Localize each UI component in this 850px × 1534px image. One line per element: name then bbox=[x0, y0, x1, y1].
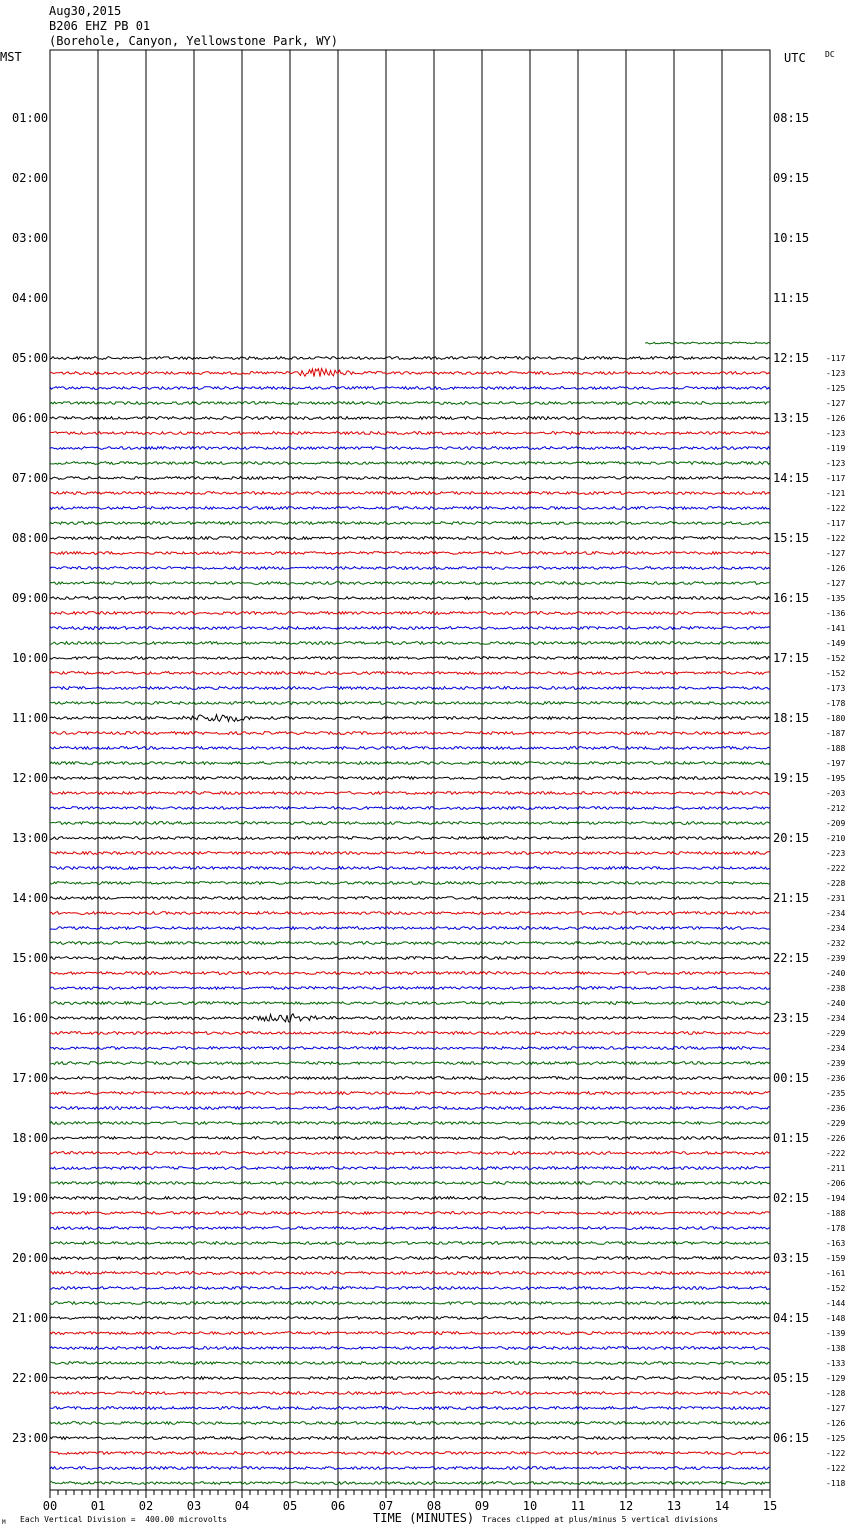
left-hour-label: 22:00 bbox=[12, 1371, 49, 1385]
left-hour-label: 03:00 bbox=[12, 231, 49, 245]
dc-offset-label: -127 bbox=[826, 579, 846, 588]
dc-offset-label: -178 bbox=[826, 699, 846, 708]
dc-offset-label: -239 bbox=[826, 1059, 846, 1068]
right-hour-label: 15:15 bbox=[773, 531, 810, 545]
seismic-trace bbox=[50, 402, 770, 405]
seismic-trace bbox=[50, 882, 770, 885]
left-hour-label: 23:00 bbox=[12, 1431, 49, 1445]
dc-offset-label: -152 bbox=[826, 654, 846, 663]
seismic-trace bbox=[50, 1122, 770, 1125]
dc-offset-label: -240 bbox=[826, 999, 846, 1008]
seismic-trace bbox=[50, 492, 770, 495]
left-hour-label: 05:00 bbox=[12, 351, 49, 365]
seismic-trace bbox=[50, 582, 770, 585]
seismic-trace bbox=[50, 715, 770, 722]
left-hour-label: 14:00 bbox=[12, 891, 49, 905]
seismic-trace bbox=[50, 552, 770, 555]
seismic-trace bbox=[50, 522, 770, 525]
right-hour-label: 04:15 bbox=[773, 1311, 810, 1325]
dc-offset-label: -178 bbox=[826, 1224, 846, 1233]
clip-note: Traces clipped at plus/minus 5 vertical divisions bbox=[482, 1515, 719, 1524]
right-hour-label: 12:15 bbox=[773, 351, 810, 365]
seismic-trace bbox=[50, 702, 770, 705]
dc-offset-label: -127 bbox=[826, 549, 846, 558]
seismic-trace bbox=[50, 1092, 770, 1095]
seismic-trace bbox=[50, 1152, 770, 1155]
corner-mark: M bbox=[2, 1519, 6, 1526]
seismic-trace bbox=[50, 1227, 770, 1230]
dc-offset-label: -188 bbox=[826, 744, 846, 753]
seismic-trace bbox=[50, 807, 770, 810]
x-tick-label: 13 bbox=[666, 1499, 682, 1513]
dc-offset-label: -123 bbox=[826, 369, 846, 378]
left-hour-label: 16:00 bbox=[12, 1011, 49, 1025]
dc-offset-label: -234 bbox=[826, 909, 846, 918]
dc-offset-label: -212 bbox=[826, 804, 846, 813]
dc-offset-label: -223 bbox=[826, 849, 846, 858]
seismic-trace bbox=[50, 597, 770, 600]
dc-offset-label: -234 bbox=[826, 1014, 846, 1023]
dc-offset-label: -122 bbox=[826, 504, 846, 513]
left-hour-label: 08:00 bbox=[12, 531, 49, 545]
dc-offset-label: -129 bbox=[826, 1374, 846, 1383]
dc-offset-label: -228 bbox=[826, 879, 846, 888]
seismic-trace bbox=[50, 747, 770, 750]
dc-offset-label: -125 bbox=[826, 1434, 846, 1443]
right-hour-label: 01:15 bbox=[773, 1131, 810, 1145]
dc-offset-label: -149 bbox=[826, 639, 846, 648]
dc-offset-label: -188 bbox=[826, 1209, 846, 1218]
seismic-trace bbox=[50, 612, 770, 615]
seismic-trace bbox=[50, 687, 770, 690]
dc-offset-label: -127 bbox=[826, 1404, 846, 1413]
x-tick-label: 14 bbox=[714, 1499, 730, 1513]
dc-offset-label: -133 bbox=[826, 1359, 846, 1368]
dc-offset-label: -135 bbox=[826, 594, 846, 603]
right-hour-label: 13:15 bbox=[773, 411, 810, 425]
seismic-trace bbox=[50, 1107, 770, 1110]
seismic-trace bbox=[50, 1137, 770, 1140]
seismic-trace bbox=[50, 1287, 770, 1290]
left-hour-label: 01:00 bbox=[12, 111, 49, 125]
right-hour-label: 11:15 bbox=[773, 291, 810, 305]
right-hour-label: 16:15 bbox=[773, 591, 810, 605]
seismic-trace bbox=[50, 477, 770, 480]
dc-offset-label: -126 bbox=[826, 564, 846, 573]
seismic-trace bbox=[50, 387, 770, 390]
seismic-trace bbox=[50, 762, 770, 765]
seismic-trace bbox=[50, 417, 770, 420]
dc-offset-label: -123 bbox=[826, 459, 846, 468]
dc-offset-label: -210 bbox=[826, 834, 846, 843]
seismic-trace bbox=[50, 1032, 770, 1035]
seismic-trace bbox=[50, 1212, 770, 1215]
dc-offset-label: -236 bbox=[826, 1104, 846, 1113]
seismic-trace bbox=[50, 1167, 770, 1170]
dc-offset-label: -163 bbox=[826, 1239, 846, 1248]
seismic-trace bbox=[50, 1182, 770, 1185]
left-timezone-label: MST bbox=[0, 50, 22, 64]
x-tick-label: 08 bbox=[426, 1499, 442, 1513]
x-tick-label: 04 bbox=[234, 1499, 250, 1513]
dc-offset-label: -194 bbox=[826, 1194, 846, 1203]
scale-note: Each Vertical Division = 400.00 microvolts bbox=[20, 1515, 228, 1524]
dc-offset-label: -232 bbox=[826, 939, 846, 948]
seismic-trace bbox=[50, 432, 770, 435]
seismic-trace bbox=[50, 462, 770, 465]
dc-offset-label: -122 bbox=[826, 534, 846, 543]
seismic-trace bbox=[50, 447, 770, 450]
seismic-trace bbox=[50, 1332, 770, 1335]
dc-offset-label: -234 bbox=[826, 924, 846, 933]
dc-offset-label: -136 bbox=[826, 609, 846, 618]
seismic-trace bbox=[50, 1377, 770, 1380]
dc-offset-label: -161 bbox=[826, 1269, 846, 1278]
x-tick-label: 02 bbox=[138, 1499, 154, 1513]
seismic-trace bbox=[50, 1452, 770, 1455]
seismic-trace bbox=[50, 357, 770, 360]
dc-offset-label: -159 bbox=[826, 1254, 846, 1263]
left-hour-label: 20:00 bbox=[12, 1251, 49, 1265]
dc-offset-label: -138 bbox=[826, 1344, 846, 1353]
left-hour-label: 13:00 bbox=[12, 831, 49, 845]
x-tick-label: 01 bbox=[90, 1499, 106, 1513]
left-hour-label: 18:00 bbox=[12, 1131, 49, 1145]
dc-offset-label: -195 bbox=[826, 774, 846, 783]
dc-offset-label: -125 bbox=[826, 384, 846, 393]
seismic-trace bbox=[50, 732, 770, 735]
dc-offset-label: -122 bbox=[826, 1449, 846, 1458]
seismic-trace bbox=[50, 1077, 770, 1080]
dc-offset-label: -173 bbox=[826, 684, 846, 693]
dc-offset-label: -139 bbox=[826, 1329, 846, 1338]
left-hour-label: 12:00 bbox=[12, 771, 49, 785]
dc-offset-label: -240 bbox=[826, 969, 846, 978]
dc-offset-label: -222 bbox=[826, 1149, 846, 1158]
station-label: B206 EHZ PB 01 bbox=[49, 19, 151, 33]
x-tick-label: 09 bbox=[474, 1499, 490, 1513]
x-tick-label: 06 bbox=[330, 1499, 346, 1513]
dc-offset-label: -123 bbox=[826, 429, 846, 438]
x-tick-label: 03 bbox=[186, 1499, 202, 1513]
right-hour-label: 05:15 bbox=[773, 1371, 810, 1385]
seismic-trace bbox=[50, 1047, 770, 1050]
seismic-trace bbox=[50, 972, 770, 975]
dc-offset-label: -239 bbox=[826, 954, 846, 963]
right-timezone-label: UTC bbox=[784, 51, 806, 65]
left-hour-label: 17:00 bbox=[12, 1071, 49, 1085]
seismic-trace bbox=[50, 942, 770, 945]
dc-offset-label: -119 bbox=[826, 444, 846, 453]
dc-offset-label: -141 bbox=[826, 624, 846, 633]
x-tick-label: 12 bbox=[618, 1499, 634, 1513]
seismic-trace bbox=[50, 1317, 770, 1320]
dc-offset-label: -234 bbox=[826, 1044, 846, 1053]
dc-offset-label: -152 bbox=[826, 1284, 846, 1293]
seismic-trace bbox=[50, 657, 770, 660]
seismic-trace bbox=[50, 1257, 770, 1260]
seismic-trace bbox=[50, 369, 770, 377]
seismic-trace bbox=[50, 777, 770, 780]
x-tick-label: 10 bbox=[522, 1499, 538, 1513]
right-hour-label: 19:15 bbox=[773, 771, 810, 785]
right-hour-label: 21:15 bbox=[773, 891, 810, 905]
dc-offset-label: -117 bbox=[826, 474, 846, 483]
x-tick-label: 15 bbox=[762, 1499, 778, 1513]
dc-offset-label: -126 bbox=[826, 1419, 846, 1428]
dc-offset-label: -187 bbox=[826, 729, 846, 738]
seismic-trace bbox=[50, 1347, 770, 1350]
seismic-trace bbox=[50, 672, 770, 675]
seismic-trace bbox=[50, 822, 770, 825]
dc-offset-label: -229 bbox=[826, 1029, 846, 1038]
right-hour-label: 22:15 bbox=[773, 951, 810, 965]
left-hour-label: 10:00 bbox=[12, 651, 49, 665]
right-hour-label: 08:15 bbox=[773, 111, 810, 125]
right-hour-label: 09:15 bbox=[773, 171, 810, 185]
left-hour-label: 06:00 bbox=[12, 411, 49, 425]
dc-offset-label: -206 bbox=[826, 1179, 846, 1188]
seismic-trace bbox=[50, 1362, 770, 1365]
right-hour-label: 03:15 bbox=[773, 1251, 810, 1265]
dc-offset-label: -238 bbox=[826, 984, 846, 993]
location-label: (Borehole, Canyon, Yellowstone Park, WY) bbox=[49, 34, 338, 48]
left-hour-label: 15:00 bbox=[12, 951, 49, 965]
dc-offset-label: -152 bbox=[826, 669, 846, 678]
dc-offset-label: -231 bbox=[826, 894, 846, 903]
right-hour-label: 06:15 bbox=[773, 1431, 810, 1445]
seismic-trace bbox=[50, 987, 770, 990]
seismic-trace bbox=[50, 1482, 770, 1485]
right-hour-label: 00:15 bbox=[773, 1071, 810, 1085]
right-hour-label: 18:15 bbox=[773, 711, 810, 725]
seismic-trace bbox=[50, 897, 770, 900]
seismic-trace bbox=[50, 1392, 770, 1395]
dc-offset-label: -180 bbox=[826, 714, 846, 723]
dc-offset-label: -229 bbox=[826, 1119, 846, 1128]
left-hour-label: 11:00 bbox=[12, 711, 49, 725]
seismic-trace bbox=[50, 627, 770, 630]
date-label: Aug30,2015 bbox=[49, 4, 122, 18]
left-hour-label: 19:00 bbox=[12, 1191, 49, 1205]
dc-label: DC bbox=[825, 50, 835, 59]
dc-offset-label: -128 bbox=[826, 1389, 846, 1398]
right-hour-label: 23:15 bbox=[773, 1011, 810, 1025]
seismic-trace bbox=[50, 852, 770, 855]
seismic-trace bbox=[50, 1437, 770, 1440]
dc-offset-label: -197 bbox=[826, 759, 846, 768]
seismic-trace-partial bbox=[645, 342, 770, 344]
seismic-trace bbox=[50, 1002, 770, 1005]
right-hour-label: 10:15 bbox=[773, 231, 810, 245]
dc-offset-label: -203 bbox=[826, 789, 846, 798]
seismic-trace bbox=[50, 642, 770, 645]
x-tick-label: 11 bbox=[570, 1499, 586, 1513]
dc-offset-label: -121 bbox=[826, 489, 846, 498]
dc-offset-label: -148 bbox=[826, 1314, 846, 1323]
dc-offset-label: -117 bbox=[826, 354, 846, 363]
seismic-trace bbox=[50, 792, 770, 795]
dc-offset-label: -209 bbox=[826, 819, 846, 828]
seismic-trace bbox=[50, 957, 770, 960]
seismic-trace bbox=[50, 927, 770, 930]
seismic-trace bbox=[50, 867, 770, 870]
x-tick-label: 07 bbox=[378, 1499, 394, 1513]
seismic-trace bbox=[50, 1422, 770, 1425]
dc-offset-label: -144 bbox=[826, 1299, 846, 1308]
seismic-trace bbox=[50, 1062, 770, 1065]
seismic-trace bbox=[50, 507, 770, 510]
dc-offset-label: -222 bbox=[826, 864, 846, 873]
seismic-trace bbox=[50, 837, 770, 840]
left-hour-label: 02:00 bbox=[12, 171, 49, 185]
seismic-trace bbox=[50, 1242, 770, 1245]
x-axis-label: TIME (MINUTES) bbox=[373, 1511, 475, 1525]
right-hour-label: 02:15 bbox=[773, 1191, 810, 1205]
left-hour-label: 07:00 bbox=[12, 471, 49, 485]
dc-offset-label: -236 bbox=[826, 1074, 846, 1083]
right-hour-label: 14:15 bbox=[773, 471, 810, 485]
seismic-trace bbox=[50, 1467, 770, 1470]
left-hour-label: 04:00 bbox=[12, 291, 49, 305]
dc-offset-label: -118 bbox=[826, 1479, 846, 1488]
x-tick-label: 00 bbox=[42, 1499, 58, 1513]
dc-offset-label: -122 bbox=[826, 1464, 846, 1473]
left-hour-label: 21:00 bbox=[12, 1311, 49, 1325]
seismic-trace bbox=[50, 1197, 770, 1200]
dc-offset-label: -211 bbox=[826, 1164, 846, 1173]
left-hour-label: 09:00 bbox=[12, 591, 49, 605]
seismic-trace bbox=[50, 1014, 770, 1022]
seismic-trace bbox=[50, 1407, 770, 1410]
seismic-trace bbox=[50, 537, 770, 540]
dc-offset-label: -117 bbox=[826, 519, 846, 528]
right-hour-label: 20:15 bbox=[773, 831, 810, 845]
dc-offset-label: -126 bbox=[826, 414, 846, 423]
seismic-trace bbox=[50, 567, 770, 570]
x-tick-label: 05 bbox=[282, 1499, 298, 1513]
right-hour-label: 17:15 bbox=[773, 651, 810, 665]
dc-offset-label: -127 bbox=[826, 399, 846, 408]
seismic-trace bbox=[50, 1272, 770, 1275]
dc-offset-label: -235 bbox=[826, 1089, 846, 1098]
seismic-trace bbox=[50, 1302, 770, 1305]
dc-offset-label: -226 bbox=[826, 1134, 846, 1143]
seismic-trace bbox=[50, 912, 770, 915]
